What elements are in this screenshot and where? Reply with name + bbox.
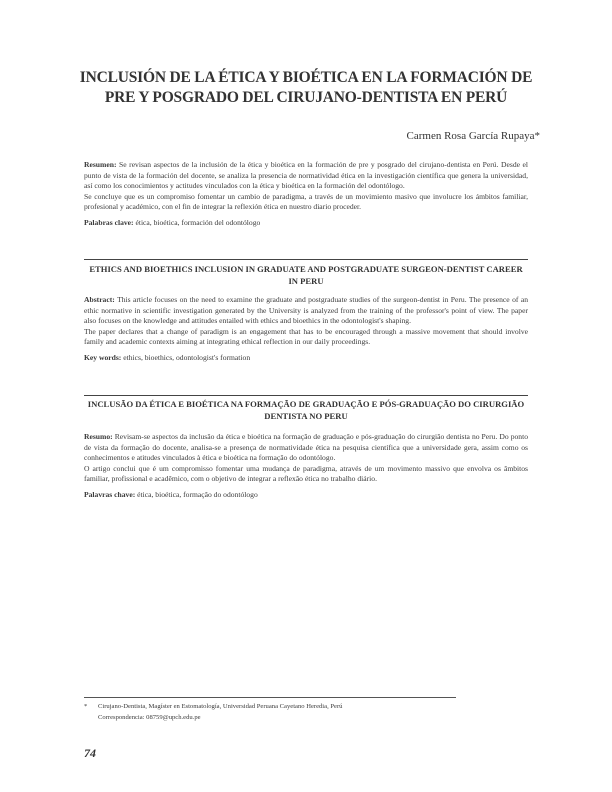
spanish-abstract-paragraph-2 xyxy=(84,192,528,213)
english-keywords-label: Key words: xyxy=(84,352,122,362)
page-number: 74 xyxy=(84,746,96,760)
author-name: Carmen Rosa García Rupaya* xyxy=(406,130,540,142)
portuguese-keywords xyxy=(84,490,528,501)
portuguese-keywords-text: ética, bioética, formação do odontólogo xyxy=(137,489,258,499)
english-abstract-text-1: This article focuses on the need to examine the graduate and postgraduate studies of the surgeon-dentist in Peru. The presence of an ethic normative in scientific investigation generated by the University is analyzed from the training of the professor's point of view. The paper also focuses on the knowledge and attitudes entailed with ethics and bioethics in the odontologist's shaping. xyxy=(84,295,529,326)
portuguese-abstract-text-1: Revisam-se aspectos da inclusão da ética e bioética na formação de graduação e pós-graduação do cirurgião dentista no Peru. Do ponto de vista da formação do docente, analisa-se a presença de normatividade ética na pesquisa científica que a universidade gera, assim como os conhecimentos e atitudes vinculados à ética e bioética na formação do odontólogo. xyxy=(84,432,528,463)
footnote-affiliation: Cirujano-Dentista, Magíster en Estomatología, Universidad Peruana Cayetano Heredia, Perú xyxy=(98,703,343,710)
footnote-divider xyxy=(84,697,456,698)
spanish-abstract xyxy=(84,160,528,229)
footnote-correspondence: Correspondencia: 08759@upch.edu.pe xyxy=(98,714,201,721)
spanish-keywords-text: ética, bioética, formación del odontólogo xyxy=(135,217,261,227)
spanish-keywords-label: Palabras clave: xyxy=(84,217,134,227)
english-abstract-paragraph-1 xyxy=(84,295,528,327)
spanish-abstract-text-1: Se revisan aspectos de la inclusión de la ética y bioética en la formación de pre y posgrado del cirujano-dentista en Perú. Desde el punto de vista de la formación del docente, se analiza la presencia de normatividad ética en la investigación científica que genera la universidad, así como los conocimientos y actitudes vinculados con la ética y bioética en la formación del odontólogo. xyxy=(84,160,529,191)
spanish-abstract-label: Resumen: xyxy=(84,160,117,169)
footnote-mark: * xyxy=(84,703,88,710)
portuguese-abstract-paragraph-2 xyxy=(84,464,528,485)
spanish-abstract-text-2: Se concluye que es un compromiso fomentar un cambio de paradigma, a través de un movimiento masivo que involucre los ámbitos familiar, profesional y académico, con el fin de integrar la reflexión ética en nuestro diario proceder. xyxy=(84,191,528,212)
spanish-keywords xyxy=(84,218,528,229)
english-abstract-text-2: The paper declares that a change of paradigm is an engagement that has to be encouraged through a massive movement that should involve family and academic contexts aiming at integrating ethical reflection in our daily proceedings. xyxy=(84,326,528,347)
english-abstract-label: Abstract: xyxy=(84,295,115,304)
english-title: ETHICS AND BIOETHICS INCLUSION IN GRADUATE AND POSTGRADUATE SURGEON-DENTIST CAREER IN PERU xyxy=(89,264,523,286)
portuguese-abstract xyxy=(84,432,528,501)
section-divider-english xyxy=(84,259,528,260)
english-abstract-paragraph-2 xyxy=(84,327,528,348)
english-abstract xyxy=(84,295,528,364)
section-divider-portuguese xyxy=(84,395,528,396)
footnote xyxy=(84,701,484,723)
spanish-abstract-paragraph-1 xyxy=(84,160,528,192)
article-title: INCLUSIÓN DE LA ÉTICA Y BIOÉTICA EN LA FORMACIÓN DE PRE Y POSGRADO DEL CIRUJANO-DENTISTA EN PERÚ xyxy=(79,69,533,106)
portuguese-abstract-text-2: O artigo conclui que é um compromisso fomentar uma mudança de paradigma, através de um movimento massivo que envolva os âmbitos familiar, profissional e acadêmico, com o objetivo de integrar a reflexão ética no trabalho diário. xyxy=(84,463,528,484)
english-keywords-text: ethics, bioethics, odontologist's formation xyxy=(123,352,251,362)
portuguese-abstract-paragraph-1 xyxy=(84,432,528,464)
english-keywords xyxy=(84,353,528,364)
portuguese-title: INCLUSÃO DA ÉTICA E BIOÉTICA NA FORMAÇÃO DE GRADUAÇÃO E PÓS-GRADUAÇÃO DO CIRURGIÃO DENTISTA NO PERU xyxy=(87,399,525,421)
footnote-line-affiliation xyxy=(84,701,484,712)
portuguese-abstract-label: Resumo: xyxy=(84,432,113,441)
portuguese-keywords-label: Palavras chave: xyxy=(84,489,136,499)
